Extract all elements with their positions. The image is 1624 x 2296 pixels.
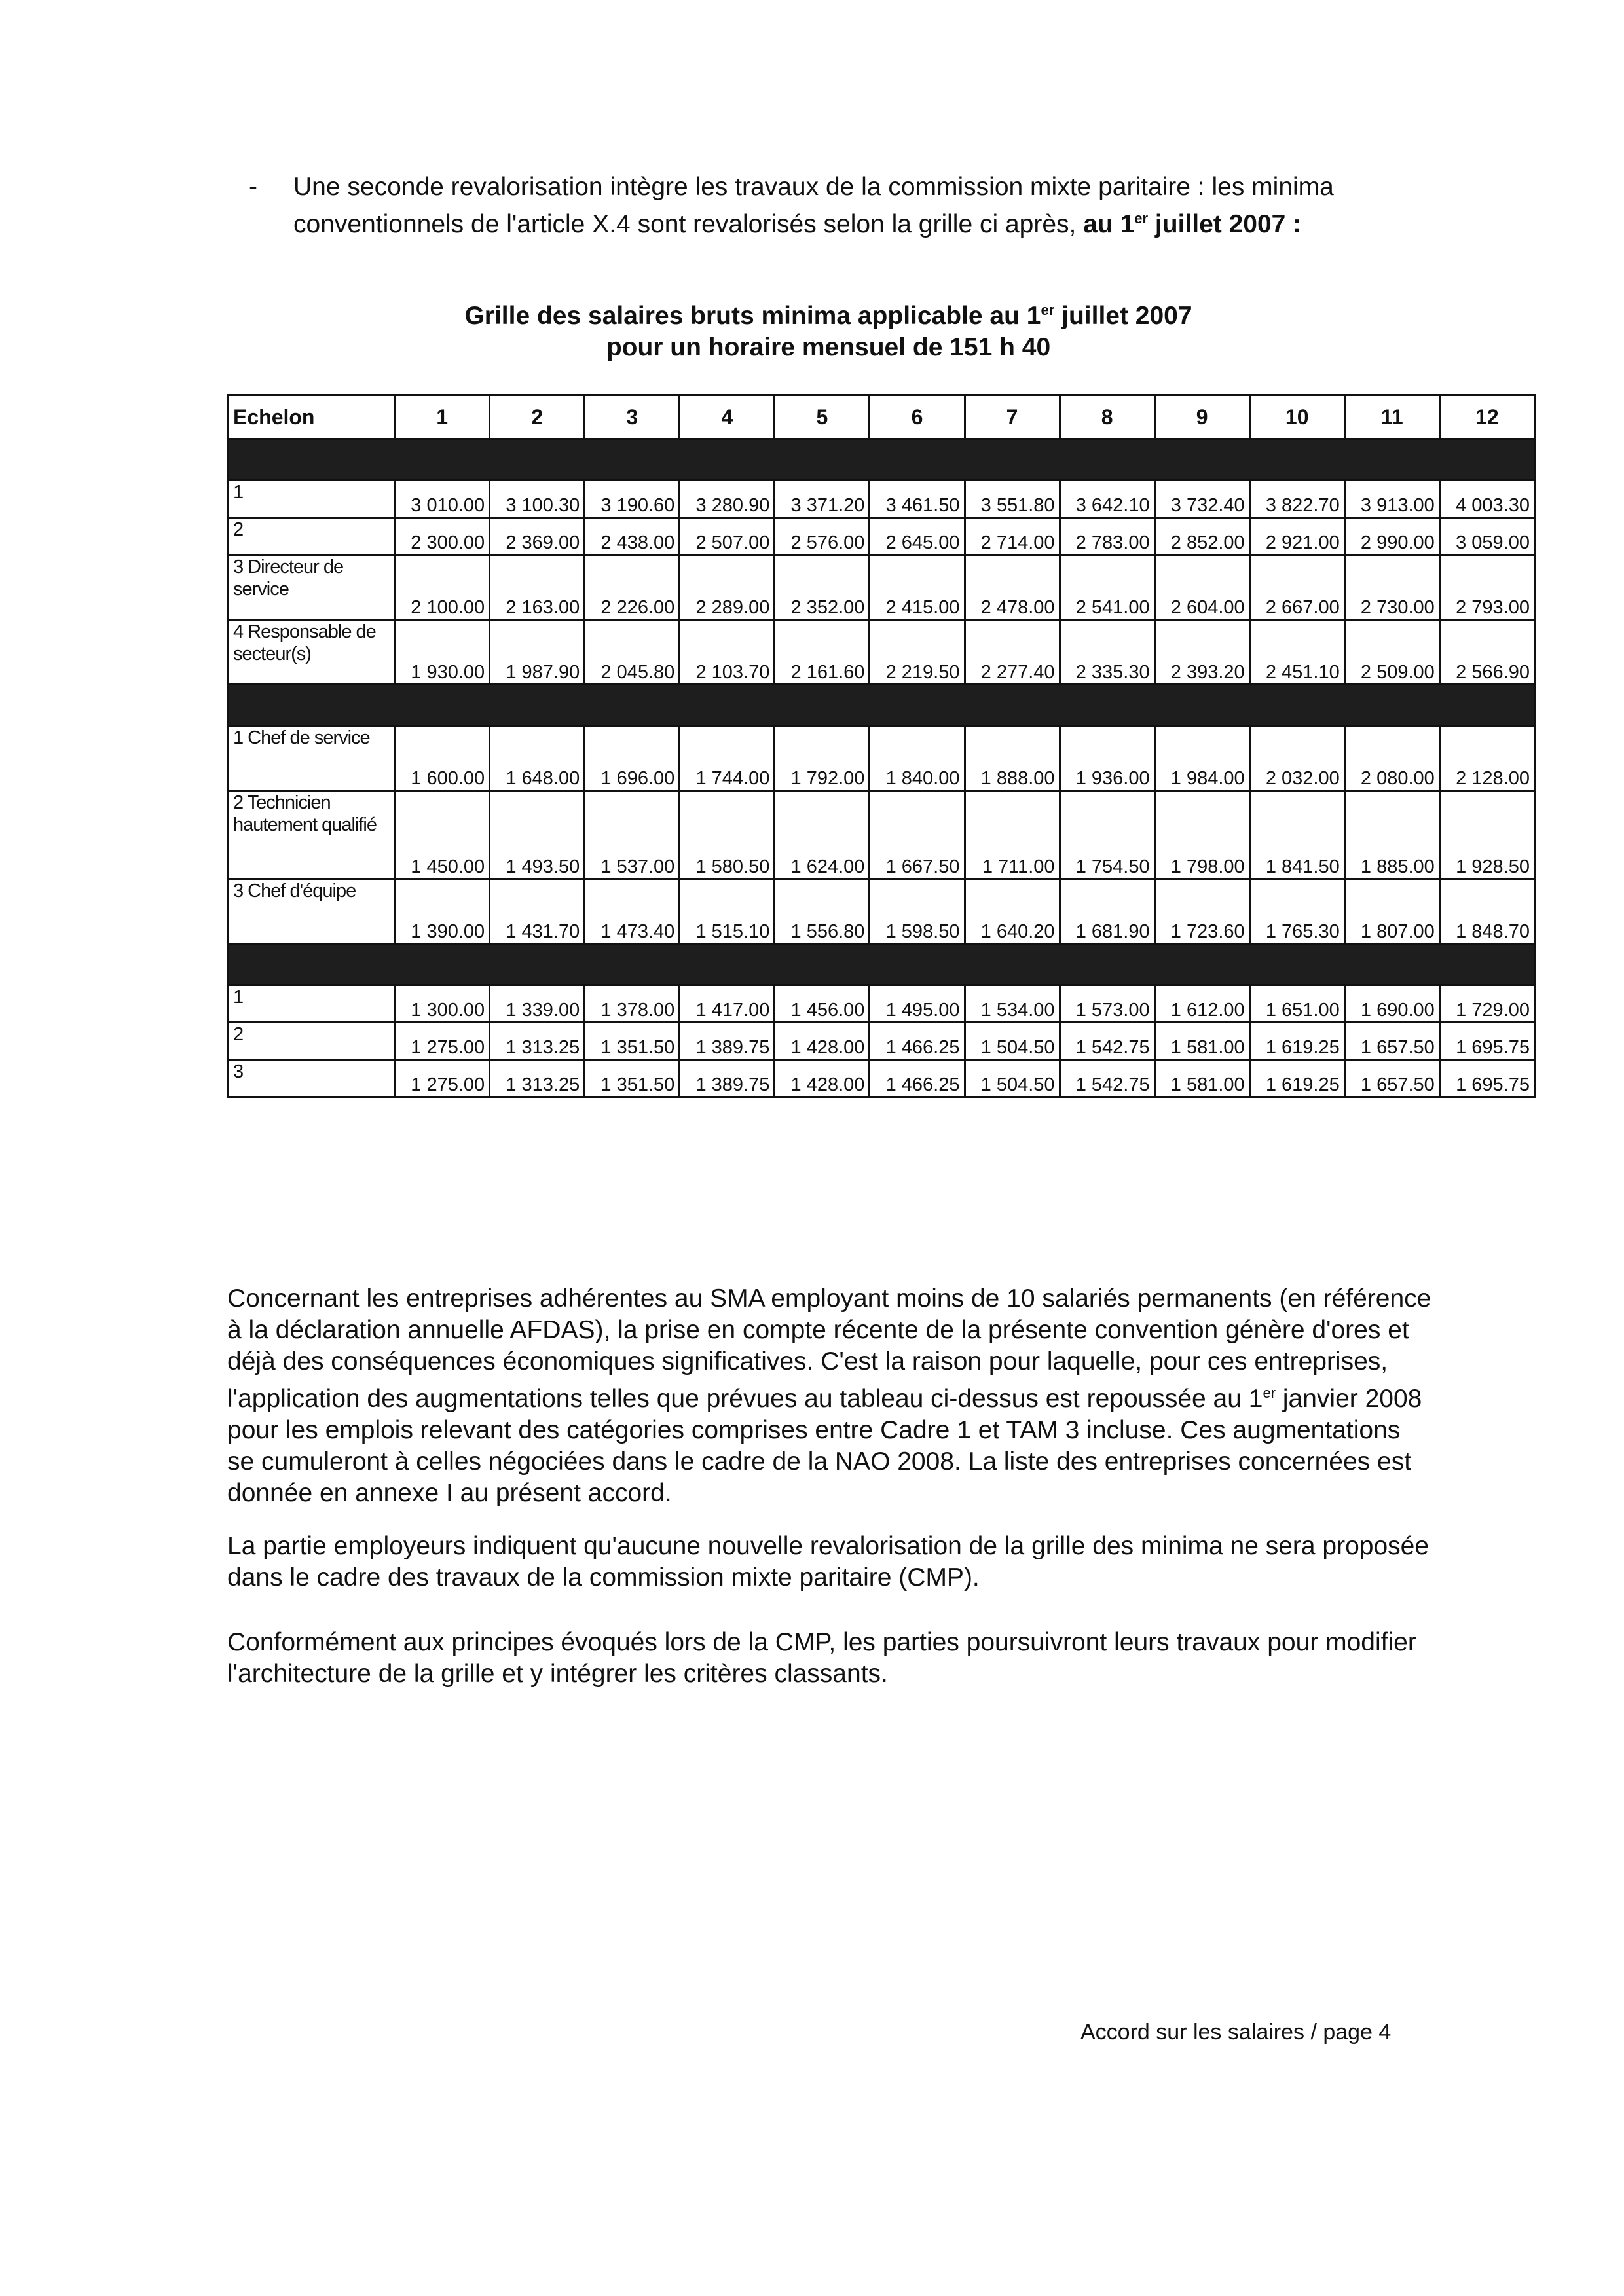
header-col: 3 — [585, 395, 680, 439]
table-title — [327, 295, 1329, 363]
table-row — [229, 481, 1535, 518]
paragraph-employeurs: La partie employeurs indiquent qu'aucune nouvelle revalorisation de la grille des minima ne sera proposée dans le cadre des travaux de la commission mixte paritaire (CMP). — [227, 1532, 1430, 1592]
salary-cell: 3 642.10 — [1060, 481, 1154, 518]
salary-cell: 1 275.00 — [395, 1023, 490, 1060]
row-label: 2 — [229, 518, 395, 555]
salary-cell: 2 714.00 — [965, 518, 1060, 555]
salary-cell: 1 504.50 — [965, 1023, 1060, 1060]
salary-cell: 1 798.00 — [1154, 791, 1249, 879]
header-col: 7 — [965, 395, 1060, 439]
salary-cell: 1 711.00 — [965, 791, 1060, 879]
salary-cell: 1 515.10 — [680, 879, 775, 944]
salary-cell: 1 313.25 — [490, 1023, 585, 1060]
salary-cell: 1 744.00 — [680, 726, 775, 791]
table-row — [229, 726, 1535, 791]
header-col: 1 — [395, 395, 490, 439]
salary-cell: 2 163.00 — [490, 555, 585, 620]
salary-cell: 2 793.00 — [1439, 555, 1534, 620]
salary-cell: 3 732.40 — [1154, 481, 1249, 518]
salary-cell: 1 681.90 — [1060, 879, 1154, 944]
salary-cell: 1 619.25 — [1249, 1060, 1344, 1097]
salary-cell: 1 389.75 — [680, 1060, 775, 1097]
intro-text-part: Une seconde revalorisation intègre les travaux de la commission mixte paritaire : les minima conventionnels de l'article X.4 sont revalorisés selon la grille ci après, — [293, 173, 1334, 238]
salary-cell: 1 581.00 — [1154, 1060, 1249, 1097]
intro-bullet — [249, 172, 1428, 240]
salary-cell: 1 640.20 — [965, 879, 1060, 944]
salary-cell: 1 351.50 — [585, 1060, 680, 1097]
salary-cell: 1 537.00 — [585, 791, 680, 879]
title-line-2: pour un horaire mensuel de 151 h 40 — [606, 333, 1051, 361]
salary-cell: 1 657.50 — [1344, 1060, 1439, 1097]
title-line-1 — [327, 295, 1329, 332]
salary-cell: 1 580.50 — [680, 791, 775, 879]
salary-cell: 1 573.00 — [1060, 985, 1154, 1023]
row-label: 1 — [229, 985, 395, 1023]
salary-cell: 1 754.50 — [1060, 791, 1154, 879]
table-row — [229, 879, 1535, 944]
salary-grid-body — [229, 395, 1535, 1097]
salary-cell: 1 339.00 — [490, 985, 585, 1023]
paragraph-part: Concernant les entreprises adhérentes au SMA employant moins de 10 salariés permanents (en référence à la déclaration annuelle AFDAS), la prise en compte récente de la présente convention génère d'ores et déjà des conséquences économiques significatives. C'est la raison pour laquelle, pour ces entreprises, l'application des augmentations telles que prévues au tableau ci-dessus est repoussée au 1 — [227, 1285, 1431, 1413]
salary-cell: 1 431.70 — [490, 879, 585, 944]
salary-cell: 2 219.50 — [870, 620, 965, 685]
salary-cell: 1 792.00 — [775, 726, 870, 791]
title-sup: er — [1041, 302, 1055, 318]
table-row — [229, 555, 1535, 620]
group-band — [229, 944, 1535, 985]
salary-cell: 3 461.50 — [870, 481, 965, 518]
salary-cell: 1 534.00 — [965, 985, 1060, 1023]
row-label: 3 Chef d'équipe — [229, 879, 395, 944]
salary-cell: 2 438.00 — [585, 518, 680, 555]
group-band — [229, 439, 1535, 481]
salary-cell: 1 542.75 — [1060, 1023, 1154, 1060]
salary-cell: 1 378.00 — [585, 985, 680, 1023]
row-label: 2 — [229, 1023, 395, 1060]
header-col: 12 — [1439, 395, 1534, 439]
salary-cell: 2 080.00 — [1344, 726, 1439, 791]
title-part: juillet 2007 — [1054, 302, 1192, 330]
salary-cell: 1 466.25 — [870, 1060, 965, 1097]
salary-cell: 1 428.00 — [775, 1023, 870, 1060]
salary-cell: 3 190.60 — [585, 481, 680, 518]
intro-date-sup: er — [1134, 210, 1149, 227]
salary-cell: 1 450.00 — [395, 791, 490, 879]
salary-cell: 2 852.00 — [1154, 518, 1249, 555]
salary-cell: 1 696.00 — [585, 726, 680, 791]
row-label: 3 Directeur de service — [229, 555, 395, 620]
salary-cell: 1 300.00 — [395, 985, 490, 1023]
row-label: 4 Responsable de secteur(s) — [229, 620, 395, 685]
header-col: 8 — [1060, 395, 1154, 439]
salary-cell: 1 690.00 — [1344, 985, 1439, 1023]
salary-cell: 1 581.00 — [1154, 1023, 1249, 1060]
salary-cell: 1 493.50 — [490, 791, 585, 879]
paragraph-sup: er — [1263, 1385, 1276, 1401]
group-band-cell — [229, 685, 1535, 726]
group-band-cell — [229, 439, 1535, 481]
group-band-cell — [229, 944, 1535, 985]
header-col: 11 — [1344, 395, 1439, 439]
salary-cell: 1 612.00 — [1154, 985, 1249, 1023]
salary-cell: 1 390.00 — [395, 879, 490, 944]
salary-grid-table — [227, 394, 1536, 1098]
salary-cell: 2 369.00 — [490, 518, 585, 555]
salary-cell: 1 389.75 — [680, 1023, 775, 1060]
salary-cell: 1 651.00 — [1249, 985, 1344, 1023]
salary-cell: 2 352.00 — [775, 555, 870, 620]
group-band — [229, 685, 1535, 726]
salary-cell: 2 045.80 — [585, 620, 680, 685]
salary-cell: 1 351.50 — [585, 1023, 680, 1060]
salary-cell: 1 840.00 — [870, 726, 965, 791]
table-row — [229, 1023, 1535, 1060]
salary-cell: 2 300.00 — [395, 518, 490, 555]
salary-cell: 2 730.00 — [1344, 555, 1439, 620]
salary-cell: 3 551.80 — [965, 481, 1060, 518]
salary-cell: 3 010.00 — [395, 481, 490, 518]
salary-cell: 1 930.00 — [395, 620, 490, 685]
salary-cell: 3 059.00 — [1439, 518, 1534, 555]
header-col: 2 — [490, 395, 585, 439]
salary-cell: 2 103.70 — [680, 620, 775, 685]
salary-cell: 2 507.00 — [680, 518, 775, 555]
salary-cell: 1 556.80 — [775, 879, 870, 944]
paragraph-part: janvier 2008 pour les emplois relevant des catégories comprises entre Cadre 1 et TAM 3 incluse. Ces augmentations se cumuleront à celles négociées dans le cadre de la NAO 2008. La liste des entreprises concernées est donnée en annexe I au présent accord. — [227, 1385, 1422, 1507]
salary-cell: 3 100.30 — [490, 481, 585, 518]
salary-cell: 2 667.00 — [1249, 555, 1344, 620]
intro-date-part: au 1 — [1083, 210, 1135, 238]
salary-cell: 1 695.75 — [1439, 1060, 1534, 1097]
salary-cell: 1 987.90 — [490, 620, 585, 685]
salary-cell: 1 848.70 — [1439, 879, 1534, 944]
salary-cell: 2 415.00 — [870, 555, 965, 620]
salary-cell: 2 289.00 — [680, 555, 775, 620]
header-col: 4 — [680, 395, 775, 439]
salary-cell: 3 822.70 — [1249, 481, 1344, 518]
salary-cell: 1 885.00 — [1344, 791, 1439, 879]
row-label: 1 Chef de service — [229, 726, 395, 791]
salary-cell: 1 648.00 — [490, 726, 585, 791]
salary-cell: 1 657.50 — [1344, 1023, 1439, 1060]
salary-cell: 1 928.50 — [1439, 791, 1534, 879]
salary-cell: 1 667.50 — [870, 791, 965, 879]
header-col: 9 — [1154, 395, 1249, 439]
salary-cell: 2 541.00 — [1060, 555, 1154, 620]
header-col: 6 — [870, 395, 965, 439]
table-row — [229, 791, 1535, 879]
salary-cell: 1 888.00 — [965, 726, 1060, 791]
row-label: 3 — [229, 1060, 395, 1097]
paragraph-cmp: Conformément aux principes évoqués lors de la CMP, les parties poursuivront leurs travaux pour modifier l'architecture de la grille et y intégrer les critères classants. — [227, 1628, 1416, 1688]
salary-cell: 2 451.10 — [1249, 620, 1344, 685]
salary-cell: 2 277.40 — [965, 620, 1060, 685]
salary-cell: 2 645.00 — [870, 518, 965, 555]
salary-cell: 2 921.00 — [1249, 518, 1344, 555]
salary-cell: 1 723.60 — [1154, 879, 1249, 944]
salary-cell: 3 913.00 — [1344, 481, 1439, 518]
salary-cell: 2 393.20 — [1154, 620, 1249, 685]
salary-cell: 4 003.30 — [1439, 481, 1534, 518]
salary-cell: 1 275.00 — [395, 1060, 490, 1097]
salary-cell: 2 226.00 — [585, 555, 680, 620]
table-row — [229, 985, 1535, 1023]
salary-cell: 1 428.00 — [775, 1060, 870, 1097]
salary-cell: 1 504.50 — [965, 1060, 1060, 1097]
salary-cell: 1 936.00 — [1060, 726, 1154, 791]
intro-text — [293, 172, 1428, 240]
bullet-dash: - — [249, 173, 257, 201]
salary-cell: 1 729.00 — [1439, 985, 1534, 1023]
table-row — [229, 518, 1535, 555]
header-col: 5 — [775, 395, 870, 439]
salary-cell: 1 313.25 — [490, 1060, 585, 1097]
salary-cell: 1 542.75 — [1060, 1060, 1154, 1097]
salary-cell: 3 371.20 — [775, 481, 870, 518]
title-part: Grille des salaires bruts minima applicable au 1 — [464, 302, 1041, 330]
salary-cell: 2 604.00 — [1154, 555, 1249, 620]
salary-cell: 1 619.25 — [1249, 1023, 1344, 1060]
salary-cell: 1 600.00 — [395, 726, 490, 791]
table-header-row — [229, 395, 1535, 439]
salary-cell: 2 990.00 — [1344, 518, 1439, 555]
salary-cell: 2 335.30 — [1060, 620, 1154, 685]
salary-cell: 1 473.40 — [585, 879, 680, 944]
row-label: 2 Technicien hautement qualifié — [229, 791, 395, 879]
page-footer: Accord sur les salaires / page 4 — [1080, 2020, 1392, 2045]
salary-cell: 3 280.90 — [680, 481, 775, 518]
table-row — [229, 620, 1535, 685]
salary-cell: 1 417.00 — [680, 985, 775, 1023]
salary-cell: 2 100.00 — [395, 555, 490, 620]
salary-cell: 2 161.60 — [775, 620, 870, 685]
intro-date — [1083, 210, 1301, 238]
salary-cell: 1 765.30 — [1249, 879, 1344, 944]
salary-cell: 2 032.00 — [1249, 726, 1344, 791]
salary-cell: 1 466.25 — [870, 1023, 965, 1060]
salary-cell: 2 576.00 — [775, 518, 870, 555]
salary-cell: 2 478.00 — [965, 555, 1060, 620]
salary-cell: 2 128.00 — [1439, 726, 1534, 791]
salary-cell: 1 695.75 — [1439, 1023, 1534, 1060]
header-echelon: Echelon — [229, 395, 395, 439]
intro-date-part: juillet 2007 : — [1148, 210, 1302, 238]
header-col: 10 — [1249, 395, 1344, 439]
salary-cell: 1 598.50 — [870, 879, 965, 944]
salary-cell: 2 783.00 — [1060, 518, 1154, 555]
salary-cell: 1 456.00 — [775, 985, 870, 1023]
salary-cell: 2 566.90 — [1439, 620, 1534, 685]
salary-cell: 1 495.00 — [870, 985, 965, 1023]
salary-cell: 1 841.50 — [1249, 791, 1344, 879]
row-label: 1 — [229, 481, 395, 518]
salary-cell: 1 984.00 — [1154, 726, 1249, 791]
salary-cell: 1 624.00 — [775, 791, 870, 879]
paragraph-sma — [227, 1283, 1432, 1509]
salary-cell: 2 509.00 — [1344, 620, 1439, 685]
table-row — [229, 1060, 1535, 1097]
salary-cell: 1 807.00 — [1344, 879, 1439, 944]
